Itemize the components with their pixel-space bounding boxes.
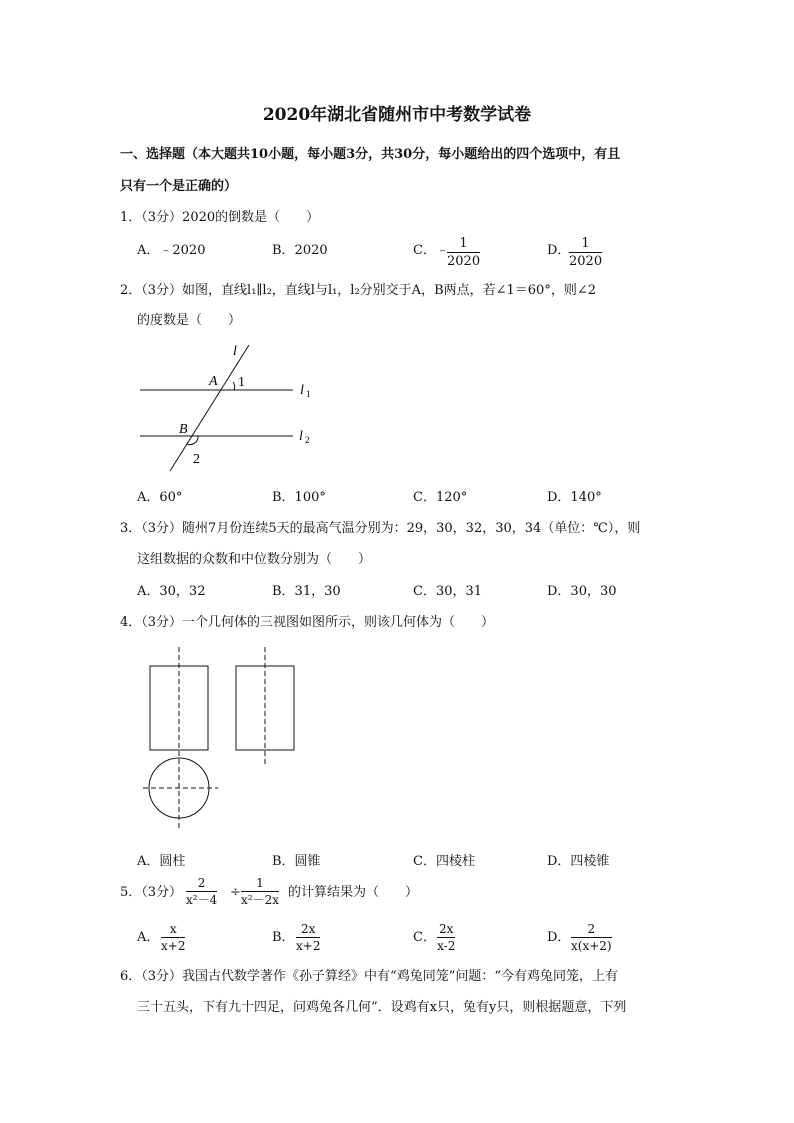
section-heading-line1: 一、选择题（本大题共10小题，每小题3分，共30分，每小题给出的四个选项中，有且: [120, 147, 621, 162]
label-l1: l: [300, 383, 304, 398]
q4-option-a: A．圆柱: [137, 854, 186, 869]
fraction-numerator: 2: [186, 877, 217, 892]
page-title: 2020年湖北省随州市中考数学试卷: [262, 105, 532, 125]
q4-three-view-figure: [140, 645, 300, 840]
q4-option-b: B．圆锥: [272, 854, 321, 869]
q5-stem-prefix: 5．（3分）: [120, 885, 183, 900]
label-angle-2: 2: [193, 452, 200, 467]
q3-option-a: A．30，32: [137, 584, 206, 599]
section-heading-line2: 只有一个是正确的）: [120, 179, 238, 194]
q4-stem: 4．（3分）一个几何体的三视图如图所示，则该几何体为（ ）: [120, 615, 495, 630]
q5-fraction-1: [186, 877, 217, 906]
q5-option-b-fraction: [296, 923, 320, 952]
label-a: A: [209, 374, 218, 389]
q3-stem-line2: 这组数据的众数和中位数分别为（ ）: [137, 552, 372, 567]
fraction-numerator: 1: [241, 877, 279, 892]
fraction-numerator: 1: [447, 237, 480, 253]
fraction-denominator: x²－4: [186, 893, 218, 907]
label-l2: l: [299, 429, 303, 444]
q1-option-c-fraction: [447, 237, 480, 268]
label-l2-subscript: 2: [305, 435, 310, 445]
label-angle-1: 1: [238, 375, 245, 390]
fraction-denominator: 2020: [447, 254, 481, 269]
q4-option-d: D．四棱锥: [547, 854, 610, 869]
fraction-numerator: 2x: [439, 922, 454, 936]
q6-stem-line1: 6．（3分）我国古代数学著作《孙子算经》中有“鸡兔同笼”问题：“今有鸡兔同笼，上有: [120, 969, 618, 984]
angle-1-arc: [233, 382, 235, 390]
fraction-denominator: x+2: [296, 939, 321, 953]
label-l: l: [233, 344, 237, 359]
fraction-denominator: x²－2x: [241, 893, 279, 907]
q5-option-d-fraction: [571, 923, 612, 952]
q1-option-c-prefix: C．﹣: [413, 243, 449, 258]
q5-option-a-fraction: [161, 923, 185, 952]
transversal-l: [170, 345, 249, 471]
fraction-numerator: x: [161, 923, 185, 938]
fraction-denominator: 2020: [569, 254, 603, 269]
fraction-denominator: x-2: [437, 939, 456, 953]
label-b: B: [179, 422, 188, 437]
q2-parallel-lines-figure: [130, 338, 330, 478]
label-l1-subscript: 1: [306, 389, 311, 399]
q3-option-c: C．30，31: [413, 584, 483, 599]
q2-stem-line1: 2．（3分）如图，直线l₁∥l₂，直线l与l₁，l₂分别交于A，B两点，若∠1＝60°，则∠2: [120, 283, 596, 298]
q2-option-b: B．100°: [272, 490, 326, 505]
fraction-numerator: 2: [571, 923, 612, 938]
fraction-denominator: x(x+2): [571, 939, 612, 953]
q3-option-d: D．30，30: [547, 584, 617, 599]
q5-option-c-fraction: [437, 923, 455, 952]
q2-option-a: A．60°: [137, 490, 183, 505]
q5-option-c-prefix: C．: [413, 930, 436, 945]
q1-option-b: B．2020: [272, 243, 328, 258]
angle-2-arc: [187, 436, 198, 445]
q2-stem-line2: 的度数是（ ）: [137, 313, 242, 328]
q5-fraction-2: [241, 877, 279, 906]
fraction-numerator: 2x: [296, 923, 320, 938]
q3-option-b: B．31，30: [272, 584, 341, 599]
q6-stem-line2: 三十五头，下有九十四足，问鸡兔各几何”．设鸡有x只，兔有y只，则根据题意，下列: [137, 1000, 627, 1015]
q4-option-c: C．四棱柱: [413, 854, 475, 869]
q3-stem-line1: 3．（3分）随州7月份连续5天的最高气温分别为：29，30，32，30，34（单位：℃），则: [120, 521, 641, 536]
q1-option-a: A．﹣2020: [137, 243, 206, 258]
q1-option-d-fraction: [569, 237, 602, 268]
q5-option-d-prefix: D．: [547, 930, 571, 945]
fraction-numerator: 1: [569, 237, 602, 253]
q5-option-b-prefix: B．: [272, 930, 295, 945]
q5-divide-sign: ÷: [230, 885, 241, 900]
q1-option-d-prefix: D．: [547, 243, 571, 258]
q5-option-a-prefix: A．: [137, 930, 160, 945]
fraction-denominator: x+2: [161, 939, 186, 953]
q2-option-c: C．120°: [413, 490, 468, 505]
q2-option-d: D．140°: [547, 490, 602, 505]
q1-stem: 1．（3分）2020的倒数是（ ）: [120, 210, 320, 225]
q5-stem-suffix: 的计算结果为（ ）: [288, 885, 419, 900]
